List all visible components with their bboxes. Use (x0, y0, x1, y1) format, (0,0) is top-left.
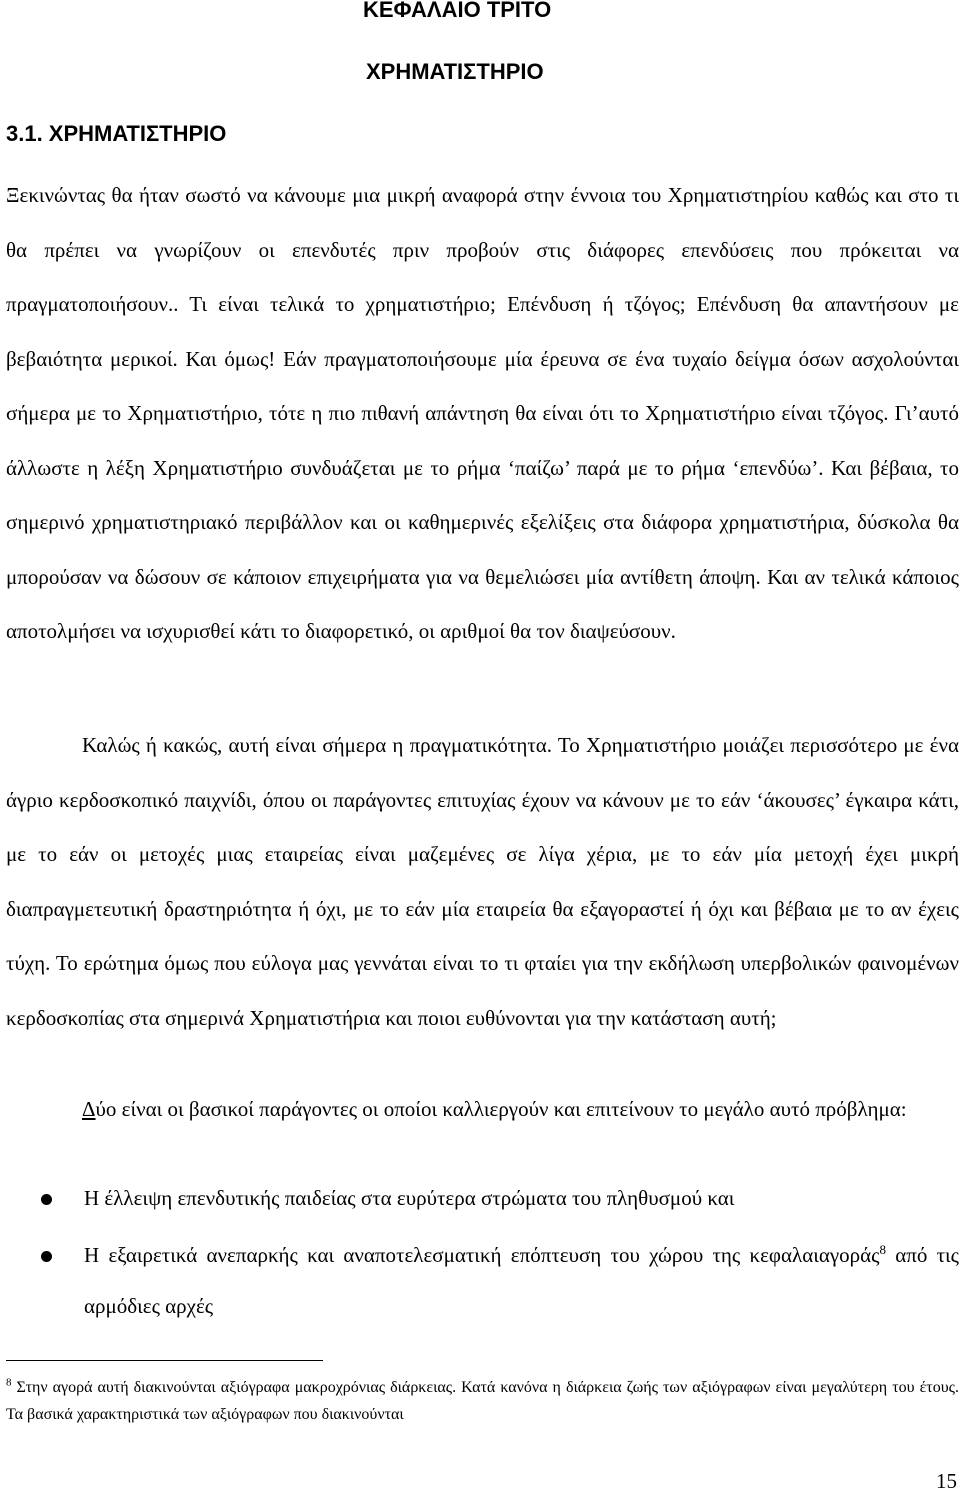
list-item-text: Η εξαιρετικά ανεπαρκής και αναποτελεσματική επόπτευση του χώρου της κεφαλαιαγοράς (84, 1243, 880, 1267)
bullet-icon (41, 1194, 52, 1205)
paragraph-3-text: ύο είναι οι βασικοί παράγοντες οι οποίοι καλλιεργούν και επιτείνουν το μεγάλο αυτό πρόβλημα: (95, 1097, 907, 1121)
list-item-text: Η έλλειψη επενδυτικής παιδείας στα ευρύτερα στρώματα του πληθυσμού και (84, 1186, 735, 1210)
body-paragraph-2: Καλώς ή κακώς, αυτή είναι σήμερα η πραγματικότητα. Το Χρηματιστήριο μοιάζει περισσότερο με ένα άγριο κερδοσκοπικό παιχνίδι, όπου οι παράγοντες επιτυχίας έχουν να κάνουν με το εάν ‘άκουσες’ έγκαιρα κάτι, με το εάν οι μετοχές μιας εταιρείας είναι μαζεμένες σε λίγα χέρια, με το εάν μία μετοχή έχει μικρή διαπραγμετευτική δραστηριότητα ή όχι, με το εάν μία εταιρεία θα εξαγοραστεί ή όχι και βέβαια με το αν έχεις τύχη. Το ερώτημα όμως που εύλογα μας γεννάται είναι το τι φταίει για την εκδήλωση υπερβολικών φαινομένων κερδοσκοπίας στα σημερινά Χρηματιστήρια και ποιοι ευθύνονται για την κατάσταση αυτή; (6, 733, 959, 1030)
footnote-reference[interactable]: 8 (879, 1242, 886, 1257)
footnote-divider (6, 1360, 323, 1361)
list-item (0, 1173, 960, 1224)
bullet-list (0, 1173, 960, 1332)
body-paragraph-1: Ξεκινώντας θα ήταν σωστό να κάνουμε μια μικρή αναφορά στην έννοια του Χρηματιστηρίου καθώς και στο τι θα πρέπει να γνωρίζουν οι επενδυτές πριν προβούν στις διάφορες επενδύσεις που πρόκειται να πραγματοποιήσουν.. Τι είναι τελικά το χρηματιστήριο; Επένδυση ή τζόγος; Επένδυση θα απαντήσουν με βεβαιότητα μερικοί. Και όμως! Εάν πραγματοποιήσουμε μία έρευνα σε ένα τυχαίο δείγμα όσων ασχολούνται σήμερα με το Χρηματιστήριο, τότε η πιο πιθανή απάντηση θα είναι ότι το Χρηματιστήριο είναι τζόγος. Γι’αυτό άλλωστε η λέξη Χρηματιστήριο συνδυάζεται με το ρήμα ‘παίζω’ παρά με το ρήμα ‘επενδύω’. Και βέβαια, το σημερινό χρηματιστηριακό περιβάλλον και οι καθημερινές εξελίξεις στα διάφορα χρηματιστήρια, δύσκολα θα μπορούσαν να δώσουν σε κάποιον επιχειρήματα για να θεμελιώσει μία αντίθετη άποψη. Και αν τελικά κάποιος αποτολμήσει να ισχυρισθεί κάτι το διαφορετικό, οι αριθμοί θα τον διαψεύσουν. (6, 183, 959, 643)
section-title: 3.1. ΧΡΗΜΑΤΙΣΤΗΡΙΟ (6, 121, 227, 146)
chapter-title: ΚΕΦΑΛΑΙΟ ΤΡΙΤΟ (363, 0, 552, 22)
footnote-mark: 8 (6, 1376, 12, 1389)
page-number: 15 (936, 1469, 957, 1493)
list-item-tail: από τις αρμόδιες αρχές (84, 1243, 959, 1318)
bullet-icon (41, 1251, 52, 1262)
body-paragraph-3 (6, 1082, 959, 1137)
underlined-initial: Δ (82, 1097, 96, 1121)
list-item (0, 1230, 960, 1332)
footnote (6, 1374, 959, 1428)
chapter-subtitle: ΧΡΗΜΑΤΙΣΤΗΡΙΟ (366, 59, 544, 84)
footnote-text: Στην αγορά αυτή διακινούνται αξιόγραφα μακροχρόνιας διάρκειας. Κατά κανόνα η διάρκεια ζωής των αξιόγραφων είναι μεγαλύτερη του έτους. Τα βασικά χαρακτηριστικά των αξιόγραφων που διακινούνται (6, 1379, 959, 1423)
